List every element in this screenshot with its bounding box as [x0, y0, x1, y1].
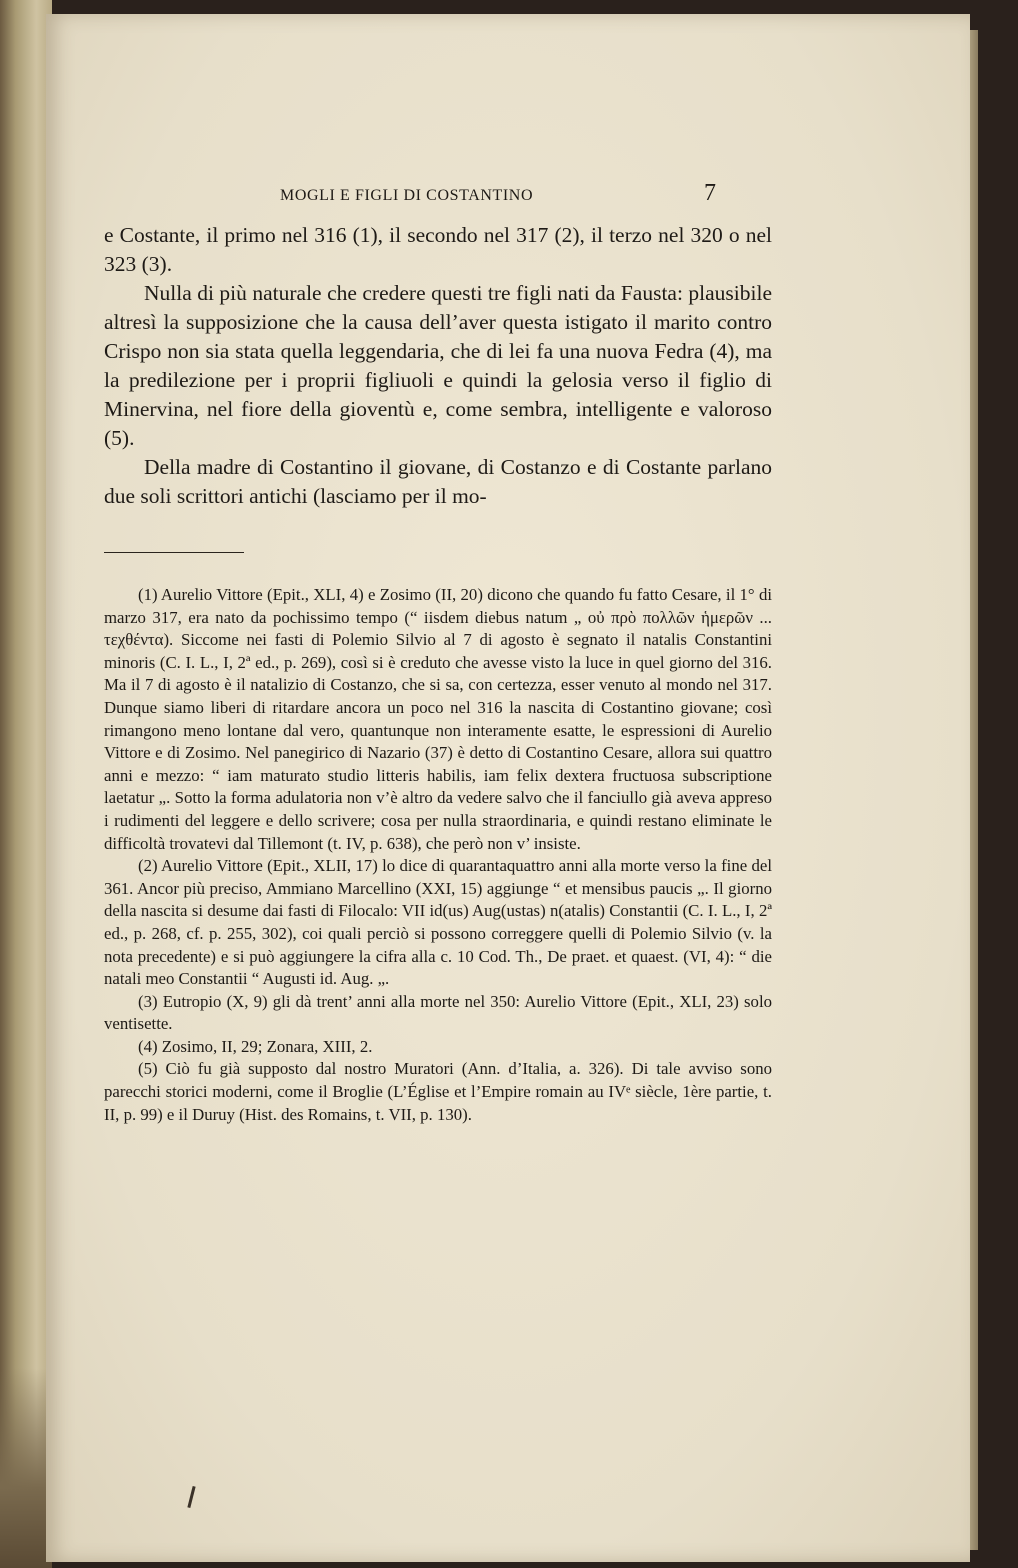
pencil-mark	[187, 1486, 195, 1508]
footnote-divider	[104, 552, 244, 553]
paragraph: Della madre di Costantino il giovane, di Costanzo e di Costante parlano due soli scrittori antichi (lasciamo per il mo-	[104, 455, 772, 508]
footnote-3: (3) Eutropio (X, 9) gli dà trent’ anni alla morte nel 350: Aurelio Vittore (Epit., XLI, 23) solo ventisette.	[104, 991, 772, 1034]
paragraph: Nulla di più naturale che credere questi tre figli nati da Fausta: plausibile altresì la supposizione che la causa dell’aver questa istigato il marito contro Crispo non sia stata quella leggendaria, che di lei fa una nuova Fedra (4), ma la predilezione per i proprii figliuoli e quindi la gelosia verso il figlio di Minervina, nel fiore della gioventù e, come sembra, intelligente e valoroso (5).	[104, 281, 772, 450]
footnotes	[104, 584, 772, 1126]
running-title: MOGLI E FIGLI DI COSTANTINO	[280, 187, 534, 204]
book-page	[46, 14, 970, 1562]
footnote-5: (5) Ciò fu già supposto dal nostro Muratori (Ann. d’Italia, a. 326). Di tale avviso sono parecchi storici moderni, come il Broglie (L’Église et l’Empire romain au IVᵉ siècle, 1ère partie, t. II, p. 99) e il Duruy (Hist. des Romains, t. VII, p. 130).	[104, 1059, 772, 1124]
book-spine-shadow	[0, 1368, 52, 1568]
book-spine	[0, 0, 52, 1568]
footnote-1: (1) Aurelio Vittore (Epit., XLI, 4) e Zosimo (II, 20) dicono che quando fu fatto Cesare, il 1° di marzo 317, era nato da pochissimo tempo (“ iisdem diebus natum „ οὐ πρὸ πολλῶν ἡμερῶν ... τεχθέντα). Siccome nei fasti di Polemio Silvio al 7 di agosto è segnato il natalis Constantini minoris (C. I. L., I, 2ª ed., p. 269), così si è creduto che avesse visto la luce in quel giorno del 316. Ma il 7 di agosto è il natalizio di Costanzo, che si sa, con certezza, esser venuto al mondo nel 317. Dunque siamo liberi di ritardare ancora un poco nel 316 la nascita di Costantino giovane; così rimangono meno lontane dal vero, quantunque non interamente esatte, le espressioni di Aurelio Vittore e di Zosimo. Nel panegirico di Nazario (37) è detto di Costantino Cesare, allora sui quattro anni e mezzo: “ iam maturato studio litteris habilis, iam felix dextera fructuosa subscriptione laetatur „. Sotto la forma adulatoria non v’è altro da vedere salvo che il fanciullo già aveva appreso i rudimenti del leggere e dello scrivere; cosa per nulla straordinaria, e quindi restano eliminate le difficoltà trovatevi dal Tillemont (t. IV, p. 638), che però non v’ insiste.	[104, 585, 772, 853]
footnote-4: (4) Zosimo, II, 29; Zonara, XIII, 2.	[138, 1036, 373, 1056]
page-number: 7	[704, 180, 716, 206]
footnote-2: (2) Aurelio Vittore (Epit., XLII, 17) lo dice di quarantaquattro anni alla morte verso la fine del 361. Ancor più preciso, Ammiano Marcellino (XXI, 15) aggiunge “ et mensibus paucis „. Il giorno della nascita si desume dai fasti di Filocalo: VII id(us) Aug(ustas) n(atalis) Constantii (C. I. L., I, 2ª ed., p. 268, cf. p. 255, 302), coi quali perciò si possono correggere quelli di Polemio Silvio (v. la nota precedente) e si può aggiungere la cifra alla c. 10 Cod. Th., De praet. et quaest. (VI, 4): “ die natali meo Constantii “ Augusti id. Aug. „.	[104, 856, 772, 989]
paragraph: e Costante, il primo nel 316 (1), il secondo nel 317 (2), il terzo nel 320 o nel 323 (3).	[104, 223, 772, 276]
main-text	[104, 221, 772, 511]
